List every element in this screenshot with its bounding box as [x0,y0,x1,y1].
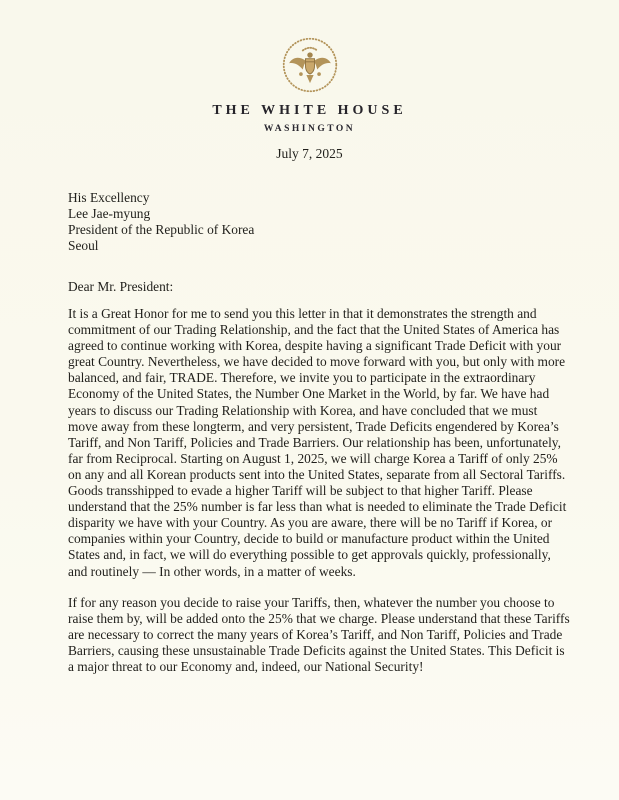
letterhead-subtitle: WASHINGTON [263,124,356,134]
body-paragraph-2: If for any reason you decide to raise your Tariffs, then, whatever the number you choose to raise them by, will be added onto the 25% that we charge. Please understand that these Tariffs are necessary to correct the many years of Korea’s Tariff, and Non Tariff, Policies and Trade Barriers, causing these unsustainable Trade Deficits against the United States. This Deficit is a major threat to our Economy and, indeed, our National Security! [68,594,570,674]
letter-date: July 7, 2025 [276,146,343,161]
recipient-name: Lee Jae-myung [68,206,151,221]
recipient-title: President of the Republic of Korea [68,222,255,237]
letter-body [68,306,570,690]
letterhead-title: THE WHITE HOUSE [212,103,407,118]
recipient-honorific: His Excellency [68,190,150,205]
presidential-seal-icon [281,36,339,94]
salutation: Dear Mr. President: [68,279,174,294]
recipient-city: Seoul [68,238,99,253]
recipient-address [68,190,254,254]
body-paragraph-1: It is a Great Honor for me to send you this letter in that it demonstrates the strength and commitment of our Trading Relationship, and the fact that the United States of America has agreed to continue working with Korea, despite having a significant Trade Deficit with your great Country. Nevertheless, we have decided to move forward with you, but only with more balanced, and fair, TRADE. Therefore, we invite you to participate in the extraordinary Economy of the United States, the Number One Market in the World, by far. We have had years to discuss our Trading Relationship with Korea, and have concluded that we must move away from these longterm, and very persistent, Trade Deficits engendered by Korea’s Tariff, and Non Tariff, Policies and Trade Barriers. Our relationship has been, unfortunately, far from Reciprocal. Starting on August 1, 2025, we will charge Korea a Tariff of only 25% on any and all Korean products sent into the United States, separate from all Sectoral Tariffs. Goods transshipped to evade a higher Tariff will be subject to that higher Tariff. Please understand that the 25% number is far less than what is needed to eliminate the Trade Deficit disparity we have with your Country. As you are aware, there will be no Tariff if Korea, or companies within your Country, decide to build or manufacture product within the United States and, in fact, we will do everything possible to get approvals quickly, professionally, and routinely — In other words, in a matter of weeks. [68,306,567,579]
